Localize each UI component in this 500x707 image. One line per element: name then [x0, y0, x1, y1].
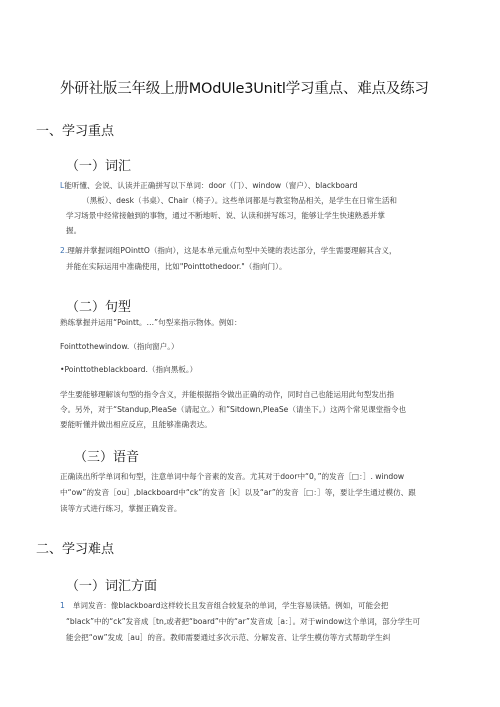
phonetics-line-1: 正确读出所学单词和句型，注意单词中每个音素的发音。尤其对于door中“0，”的发音［□：］. window [60, 472, 405, 481]
difficulty-item-1-line-2: “black”中的“ck”发音成［tn,或者把“board”中的“ar”发音成［a：］。对于window这个单词，部分学生可 [66, 617, 421, 626]
sentence-paragraph-line-3: 要能听懂并做出相应反应，且能够准确表达。 [60, 420, 212, 429]
list-number: 2. [60, 246, 68, 255]
sentence-example-1: Fointtothewindow.（指向窗户。） [60, 342, 179, 351]
section-heading-difficulties: 二、学习难点 [36, 542, 115, 557]
sentence-intro: 熟练掌握并运用“Pointt。…”句型来指示物体。例如： [60, 318, 242, 327]
difficulty-item-1-line-3: 能会把“ow”发成［au］的音。教师需要通过多次示范、分解发音、让学生模仿等方式帮助学生纠 [66, 633, 391, 642]
paragraph-text: 单词发音：像blackboard这样较长且发音组合较复杂的单词，学生容易读错。例如，可能会把 [72, 601, 389, 610]
sentence-example-2: •Pointtotheblackboard.（指向黑板。） [60, 365, 198, 374]
difficulty-item-1-line-1 [60, 601, 388, 611]
subheading-vocabulary-aspect: （一）词汇方面 [66, 579, 158, 594]
vocab-item-1-line-3: 学习场景中经常接触到的事物，通过不断地听、说、认读和拼写练习，能够让学生快速熟悉并掌 [66, 211, 385, 220]
subheading-vocabulary: （一）词汇 [66, 159, 132, 174]
section-heading-key-points: 一、学习重点 [36, 124, 115, 139]
sentence-paragraph-line-2: 令。另外，对于“Standup,PleaSe（请起立。）和”Sitdown,PleaSe（请坐下。）这两个常见课堂指令也 [60, 405, 407, 414]
subheading-phonetics: （三）语音 [74, 450, 140, 465]
vocab-item-1-line-4: 握。 [66, 226, 82, 235]
paragraph-text: 理解并掌握词组POinttO（指向），这是本单元重点句型中关键的表达部分，学生需要理解其含义， [67, 246, 397, 255]
vocab-item-1-line-2: （黑板）、desk（书桌）、Chair（椅子）。这些单词都是与教室物品相关，是学生在日常生活和 [82, 196, 398, 205]
phonetics-line-3: 读等方式进行练习，掌握正确发音。 [60, 504, 182, 513]
list-number: L [60, 181, 65, 190]
vocab-item-2-line-1 [60, 246, 397, 256]
sentence-paragraph-line-1: 学生要能够理解该句型的指令含义，并能根据指令做出正确的动作，同时自己也能运用此句型发出指 [60, 390, 395, 399]
vocab-item-2-line-2: 并能在实际运用中准确使用，比如"Pointtothedoor."（指向门）。 [66, 262, 287, 271]
vocab-item-1-line-1 [60, 181, 357, 191]
list-number: 1 [60, 601, 65, 610]
phonetics-line-2: 中“ow”的发音［ou］,blackboard中“ck”的发音［k］以及“ar”的发音［□：］等，要让学生通过模仿、跟 [60, 488, 416, 497]
paragraph-text: 能听懂、会说、认读并正确拼写以下单词：door（门）、window（窗户）、blackboard [64, 181, 358, 190]
subheading-sentence-patterns: （二）句型 [66, 300, 132, 315]
document-title: 外研社版三年级上册MOdUle3Unitl学习重点、难点及练习 [60, 81, 429, 97]
